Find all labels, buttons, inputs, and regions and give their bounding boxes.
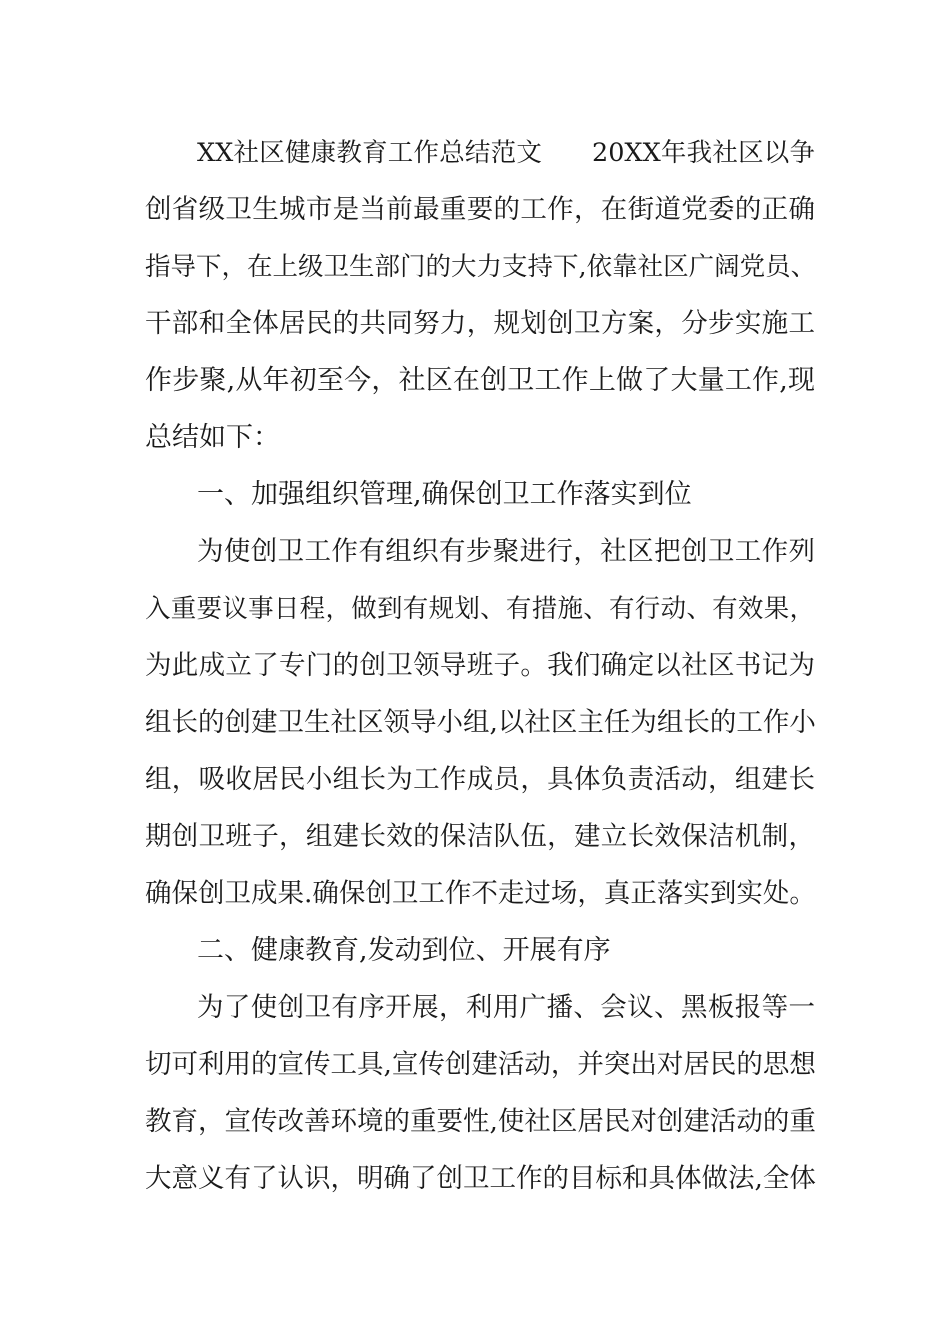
text-line: 大意义有了认识，明确了创卫工作的目标和具体做法,全体	[145, 1163, 816, 1194]
text-line: 组长的创建卫生社区领导小组,以社区主任为组长的工作小	[145, 707, 816, 738]
text-line: 创省级卫生城市是当前最重要的工作，在街道党委的正确	[145, 194, 815, 225]
text-line: 期创卫班子，组建长效的保洁队伍，建立长效保洁机制，	[145, 821, 815, 852]
text-line: 干部和全体居民的共同努力，规划创卫方案，分步实施工	[145, 308, 815, 339]
text-line: 为了使创卫有序开展，利用广播、会议、黑板报等一	[197, 992, 815, 1023]
text-line: XX社区健康教育工作总结范文 20XX年我社区以争	[197, 138, 815, 168]
text-line: 切可利用的宣传工具,宣传创建活动，并突出对居民的思想	[145, 1049, 816, 1080]
text-line: 为使创卫工作有组织有步聚进行，社区把创卫工作列	[197, 536, 815, 567]
text-line: 总结如下：	[145, 422, 280, 453]
text-line: 组，吸收居民小组长为工作成员，具体负责活动，组建长	[145, 764, 815, 795]
text-line: 确保创卫成果.确保创卫工作不走过场，真正落实到实处。	[145, 878, 816, 909]
text-line: 作步聚,从年初至今，社区在创卫工作上做了大量工作,现	[145, 365, 815, 396]
text-line: 入重要议事日程，做到有规划、有措施、有行动、有效果，	[145, 594, 815, 624]
text-line: 教育，宣传改善环境的重要性,使社区居民对创建活动的重	[145, 1106, 816, 1137]
section-heading: 一、加强组织管理,确保创卫工作落实到位	[197, 479, 692, 510]
text-line: 指导下，在上级卫生部门的大力支持下,依靠社区广阔党员、	[145, 252, 817, 282]
section-heading: 二、健康教育,发动到位、开展有序	[197, 935, 611, 966]
text-line: 为此成立了专门的创卫领导班子。我们确定以社区书记为	[145, 650, 815, 681]
